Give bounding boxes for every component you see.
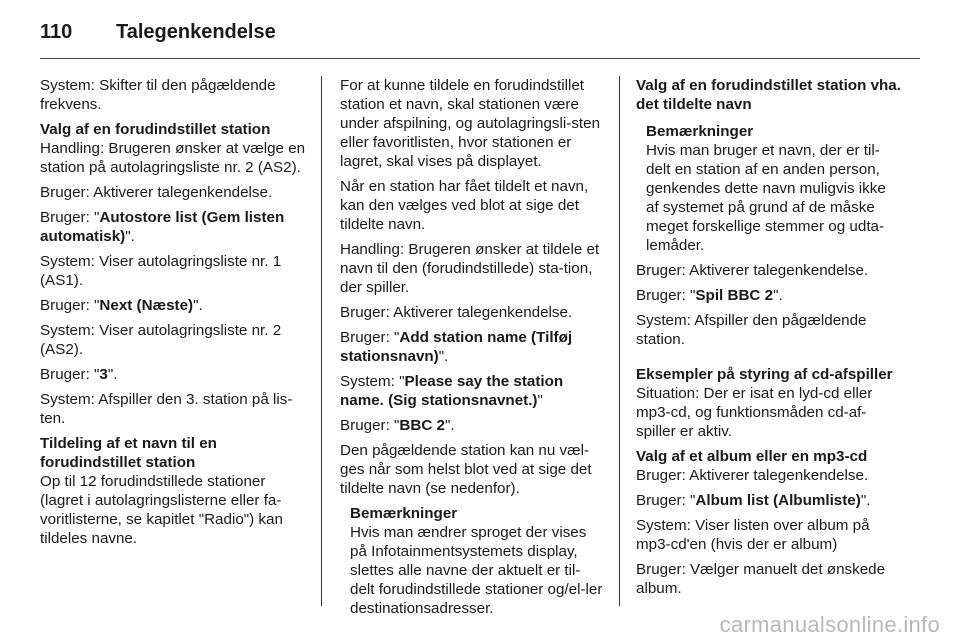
text: " bbox=[537, 392, 543, 409]
note-title: Bemærkninger bbox=[350, 505, 458, 522]
section-heading: Valg af en forudindstillet station bbox=[40, 121, 271, 138]
paragraph: Handling: Brugeren ønsker at tildele et navn til den (forudindstillede) sta-tion, der spiller. bbox=[340, 241, 600, 296]
note-box bbox=[350, 504, 604, 618]
text: System: " bbox=[340, 373, 405, 390]
paragraph bbox=[340, 372, 604, 410]
section-heading: Valg af en forudindstillet station vha. det tildelte navn bbox=[636, 77, 901, 113]
paragraph: Handling: Brugeren ønsker at vælge en station på autolagringsliste nr. 2 (AS2). bbox=[40, 140, 306, 176]
text: Bruger: " bbox=[40, 297, 100, 314]
paragraph: Bruger: Vælger manuelt det ønskede album. bbox=[636, 561, 886, 597]
voice-command: BBC 2 bbox=[399, 417, 445, 434]
column-3 bbox=[636, 76, 902, 604]
voice-command: Spil BBC 2 bbox=[695, 287, 774, 304]
paragraph: Bruger: Aktiverer talegenkendelse. bbox=[340, 304, 573, 321]
paragraph: Bruger: Aktiverer talegenkendelse. bbox=[636, 467, 869, 484]
voice-command: Autostore list (Gem listen automatisk) bbox=[40, 209, 285, 245]
voice-command: Next (Næste) bbox=[99, 297, 194, 314]
page-header bbox=[40, 18, 920, 46]
paragraph: Op til 12 forudindstillede stationer (lagret i autolagringslisterne eller fa-voritlisterne, se kapitlet "Radio") kan tildeles navne. bbox=[40, 473, 283, 547]
spacer bbox=[636, 355, 902, 365]
paragraph: Bruger: Aktiverer talegenkendelse. bbox=[636, 262, 869, 279]
text: ". bbox=[125, 228, 135, 245]
text: Bruger: " bbox=[636, 492, 696, 509]
watermark: carmanualsonline.info bbox=[719, 612, 940, 637]
paragraph: System: Viser autolagringsliste nr. 1 (AS1). bbox=[40, 253, 282, 289]
text: ". bbox=[193, 297, 203, 314]
paragraph: Bruger: Aktiverer talegenkendelse. bbox=[40, 184, 273, 201]
paragraph bbox=[40, 208, 308, 246]
paragraph: System: Afspiller den 3. station på lis-ten. bbox=[40, 391, 293, 427]
section-heading: Eksempler på styring af cd-afspiller bbox=[636, 366, 893, 383]
column-1 bbox=[40, 76, 308, 554]
paragraph bbox=[636, 491, 902, 510]
column-2 bbox=[340, 76, 604, 624]
column-divider-2 bbox=[619, 76, 620, 606]
text: ". bbox=[107, 366, 118, 383]
section-heading: Valg af et album eller en mp3-cd bbox=[636, 448, 868, 465]
section-heading: Tildeling af et navn til en forudindstillet station bbox=[40, 435, 217, 471]
paragraph: System: Afspiller den pågældende station. bbox=[636, 312, 867, 348]
paragraph bbox=[636, 286, 902, 305]
column-divider-1 bbox=[321, 76, 322, 606]
paragraph bbox=[40, 296, 308, 315]
text: ". bbox=[860, 492, 871, 509]
paragraph: Når en station har fået tildelt et navn, kan den vælges ved blot at sige det tildelte navn. bbox=[340, 178, 589, 233]
paragraph: For at kunne tildele en forudindstillet station et navn, skal stationen være under afspilning, og autolagringsli-sten eller favoritlisten, hvor stationen er lagret, skal vises på displayet. bbox=[340, 77, 601, 170]
page-title: Talegenkendelse bbox=[116, 21, 276, 43]
text: ". bbox=[773, 287, 783, 304]
text: Bruger: " bbox=[636, 287, 696, 304]
note-box bbox=[646, 122, 902, 255]
paragraph: Den pågældende station kan nu væl-ges når som helst blot ved at sige det tildelte navn (se nedenfor). bbox=[340, 442, 592, 497]
paragraph bbox=[340, 416, 604, 435]
page-number: 110 bbox=[40, 21, 73, 43]
note-text: Hvis man ændrer sproget der vises på Infotainmentsystemets display, slettes alle navne der aktuelt er til-delt forudindstillede stationer og/el-ler destinationsadresser. bbox=[350, 524, 603, 617]
voice-command: Please say the station name. (Sig stationsnavnet.) bbox=[340, 373, 564, 409]
paragraph: Situation: Der er isat en lyd-cd eller mp3-cd, og funktionsmåden cd-af-spiller er aktiv. bbox=[636, 385, 873, 440]
text: Bruger: " bbox=[40, 209, 100, 226]
paragraph: System: Skifter til den pågældende frekvens. bbox=[40, 77, 276, 113]
text: ". bbox=[445, 417, 455, 434]
voice-command: Album list (Albumliste) bbox=[695, 492, 861, 509]
paragraph bbox=[40, 365, 308, 384]
note-text: Hvis man bruger et navn, der er til-delt en station af en anden person, genkendes dette navn muligvis ikke af systemet på grund af de måske meget forskellige stemmer og udta-lemåder. bbox=[646, 142, 886, 254]
text: Bruger: " bbox=[40, 366, 100, 383]
voice-command: 3 bbox=[99, 366, 108, 383]
text: Bruger: " bbox=[340, 329, 400, 346]
paragraph bbox=[340, 328, 604, 366]
paragraph: System: Viser autolagringsliste nr. 2 (AS2). bbox=[40, 322, 282, 358]
text: Bruger: " bbox=[340, 417, 400, 434]
note-title: Bemærkninger bbox=[646, 123, 754, 140]
voice-command: Add station name (Tilføj stationsnavn) bbox=[340, 329, 573, 365]
text: ". bbox=[438, 348, 449, 365]
header-rule bbox=[40, 58, 920, 59]
paragraph: System: Viser listen over album på mp3-cd'en (hvis der er album) bbox=[636, 517, 870, 553]
